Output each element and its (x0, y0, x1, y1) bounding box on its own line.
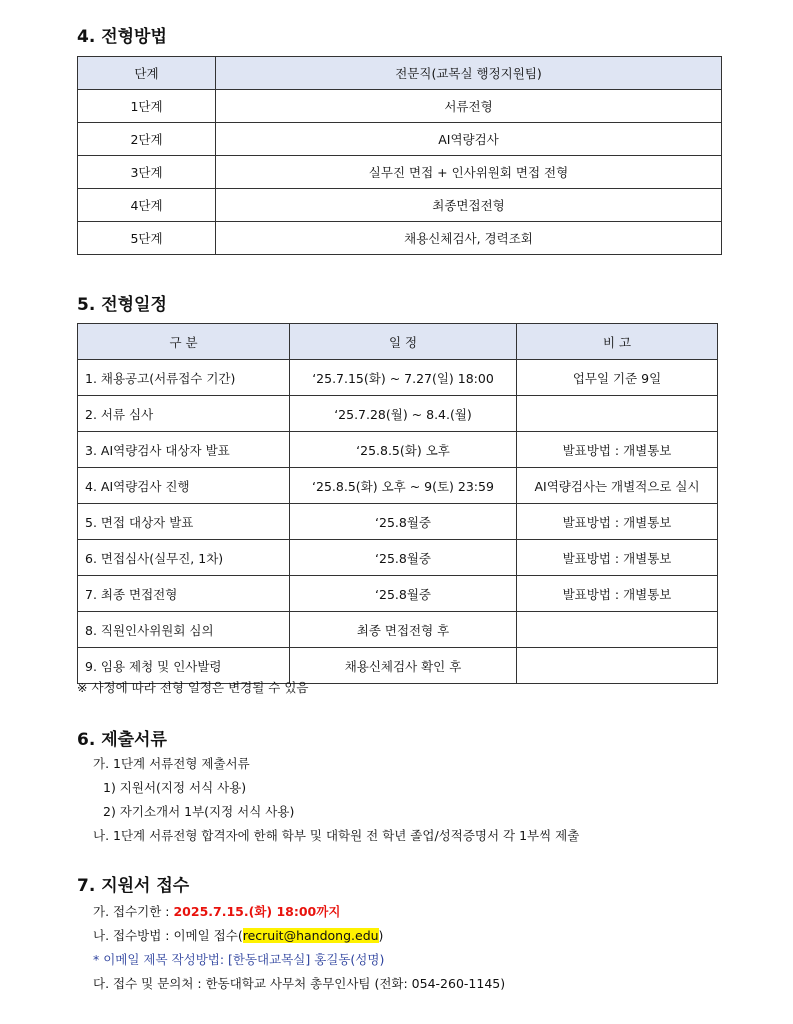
table-cell: 4. AI역량검사 진행 (78, 468, 290, 504)
table-cell: 채용신체검사 확인 후 (290, 648, 517, 684)
table-row (78, 123, 722, 156)
table-cell: 9. 임용 제청 및 인사발령 (78, 648, 290, 684)
table-cell: 발표방법 : 개별통보 (517, 504, 718, 540)
email-address[interactable]: recruit@handong.edu (242, 928, 379, 943)
table-row (78, 222, 722, 255)
document-item: 나. 1단계 서류전형 합격자에 한해 학부 및 대학원 전 학년 졸업/성적증명서 각 1부씩 제출 (93, 828, 580, 843)
table-cell: 5. 면접 대상자 발표 (78, 504, 290, 540)
selection-method-table (77, 56, 722, 255)
table-row (78, 90, 722, 123)
document-item: 가. 1단계 서류전형 제출서류 (93, 756, 250, 771)
column-header: 전문직(교목실 행정지원팀) (216, 57, 722, 90)
column-header: 단계 (78, 57, 216, 90)
table-cell: 3. AI역량검사 대상자 발표 (78, 432, 290, 468)
table-cell: 4단계 (78, 189, 216, 222)
deadline-value: 2025.7.15.(화) 18:00까지 (173, 904, 341, 919)
table-cell: 채용신체검사, 경력조회 (216, 222, 722, 255)
contact-line: 다. 접수 및 문의처 : 한동대학교 사무처 총무인사팀 (전화: 054-260-1145) (93, 976, 506, 991)
table-cell: 3단계 (78, 156, 216, 189)
method-line (93, 926, 383, 944)
schedule-note: ※ 사정에 따라 전형 일정은 변경될 수 있음 (77, 680, 309, 695)
deadline-line (93, 902, 340, 920)
table-row (78, 576, 718, 612)
document-item: 2) 자기소개서 1부(지정 서식 사용) (103, 804, 295, 819)
table-cell: 서류전형 (216, 90, 722, 123)
column-header: 비 고 (517, 324, 718, 360)
table-cell: ‘25.8월중 (290, 540, 517, 576)
document-item: 1) 지원서(지정 서식 사용) (103, 780, 247, 795)
table-cell: 5단계 (78, 222, 216, 255)
table-cell: 발표방법 : 개별통보 (517, 540, 718, 576)
table-cell: 최종면접전형 (216, 189, 722, 222)
table-cell: 업무일 기준 9일 (517, 360, 718, 396)
email-subject-note: * 이메일 제목 작성방법: [한동대교목실] 홍길동(성명) (93, 952, 385, 967)
table-row (78, 612, 718, 648)
table-cell (517, 396, 718, 432)
section5-title: 5. 전형일정 (77, 295, 167, 315)
table-row (78, 360, 718, 396)
deadline-label: 가. 접수기한 : (93, 904, 174, 919)
table-cell: 1단계 (78, 90, 216, 123)
table-row (78, 504, 718, 540)
table-cell: 발표방법 : 개별통보 (517, 432, 718, 468)
table-cell: AI역량검사 (216, 123, 722, 156)
table-row (78, 156, 722, 189)
table-cell: 1. 채용공고(서류접수 기간) (78, 360, 290, 396)
method-close: ) (378, 928, 384, 943)
table-row (78, 468, 718, 504)
table-header-row (78, 57, 722, 90)
table-cell: AI역량검사는 개별적으로 실시 (517, 468, 718, 504)
table-row (78, 189, 722, 222)
table-header-row (78, 324, 718, 360)
table-row (78, 540, 718, 576)
table-cell (517, 648, 718, 684)
table-cell: 최종 면접전형 후 (290, 612, 517, 648)
column-header: 일 정 (290, 324, 517, 360)
section4-title: 4. 전형방법 (77, 27, 167, 47)
table-cell: ‘25.8월중 (290, 504, 517, 540)
schedule-table (77, 323, 718, 684)
table-cell: ‘25.8월중 (290, 576, 517, 612)
table-cell: 2. 서류 심사 (78, 396, 290, 432)
table-cell: 8. 직원인사위원회 심의 (78, 612, 290, 648)
table-cell: ‘25.7.15(화) ~ 7.27(일) 18:00 (290, 360, 517, 396)
table-cell: ‘25.7.28(월) ~ 8.4.(월) (290, 396, 517, 432)
table-cell: 발표방법 : 개별통보 (517, 576, 718, 612)
table-cell: 6. 면접심사(실무진, 1차) (78, 540, 290, 576)
table-cell: 7. 최종 면접전형 (78, 576, 290, 612)
table-cell: ‘25.8.5(화) 오후 ~ 9(토) 23:59 (290, 468, 517, 504)
table-cell (517, 612, 718, 648)
column-header: 구 분 (78, 324, 290, 360)
table-cell: 실무진 면접 + 인사위원회 면접 전형 (216, 156, 722, 189)
section7-title: 7. 지원서 접수 (77, 876, 190, 896)
method-label: 나. 접수방법 : 이메일 접수( (93, 928, 243, 943)
section6-title: 6. 제출서류 (77, 730, 167, 750)
table-cell: 2단계 (78, 123, 216, 156)
table-cell: ‘25.8.5(화) 오후 (290, 432, 517, 468)
table-row (78, 396, 718, 432)
table-row (78, 432, 718, 468)
